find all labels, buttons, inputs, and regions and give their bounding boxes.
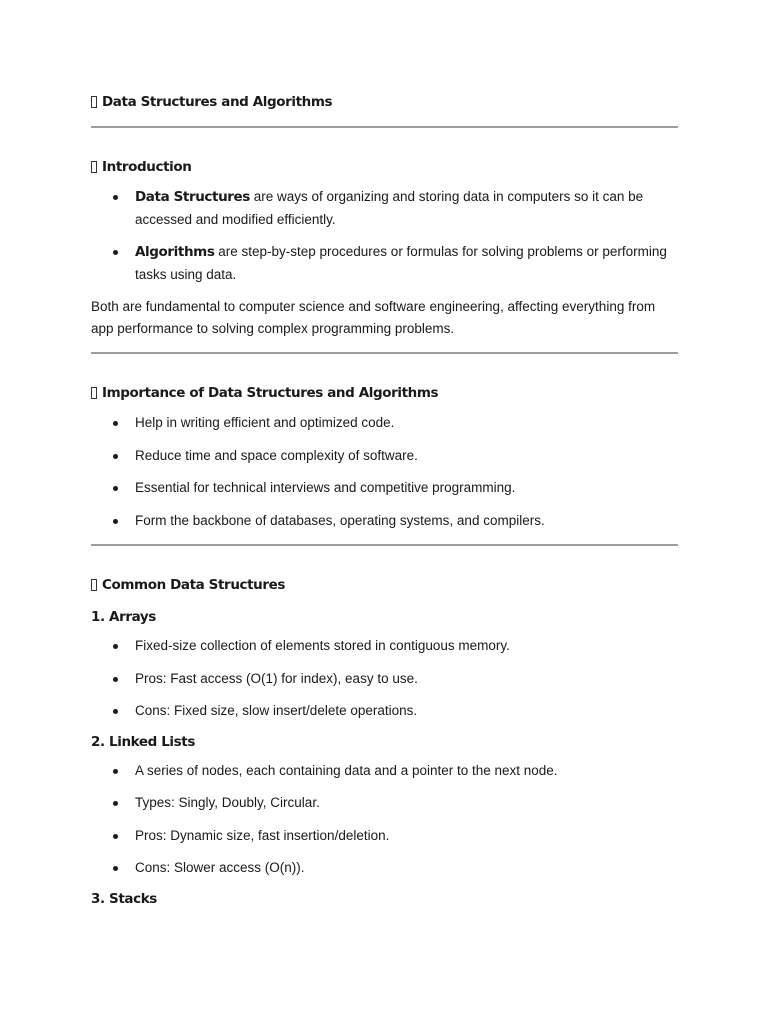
list-item-text: Pros: Dynamic size, fast insertion/deletion. xyxy=(135,827,390,843)
bullet-icon xyxy=(113,454,118,459)
bullet-icon xyxy=(113,801,118,806)
missing-glyph-icon xyxy=(91,96,97,108)
bullet-icon xyxy=(113,866,118,871)
missing-glyph-icon xyxy=(91,579,97,591)
list-item-text: Fixed-size collection of elements stored in contiguous memory. xyxy=(135,638,510,653)
bullet-icon xyxy=(113,421,118,426)
list-item xyxy=(91,445,678,467)
list-item-text: Form the backbone of databases, operating systems, and compilers. xyxy=(135,512,545,528)
term-description: are ways of organizing and storing data in computers so it can be accessed and modified efficiently. xyxy=(135,189,644,227)
missing-glyph-icon xyxy=(91,387,97,399)
bullet-icon xyxy=(113,519,118,524)
bullet-icon xyxy=(113,644,118,649)
list-item-text: Cons: Slower access (O(n)). xyxy=(135,860,305,875)
bullet-icon xyxy=(113,195,118,200)
document-page xyxy=(91,88,678,913)
term-description: are step-by-step procedures or formulas for solving problems or performing tasks using data. xyxy=(135,244,667,282)
section-heading-introduction xyxy=(91,153,678,181)
list-item xyxy=(91,241,678,285)
list-item xyxy=(91,857,678,879)
section-heading-text: Importance of Data Structures and Algorithms xyxy=(102,385,439,401)
term-label: Data Structures xyxy=(135,189,250,205)
list-item-text: A series of nodes, each containing data and a pointer to the next node. xyxy=(135,762,558,778)
list-item-text: Reduce time and space complexity of software. xyxy=(135,447,418,463)
list-item xyxy=(91,412,678,434)
bullet-icon xyxy=(113,709,118,714)
horizontal-rule xyxy=(91,544,678,546)
intro-paragraph: Both are fundamental to computer science and software engineering, affecting everything from app performance to solving complex programming problems. xyxy=(91,299,656,336)
horizontal-rule xyxy=(91,126,678,128)
intro-list xyxy=(91,186,678,285)
list-item-text: Pros: Fast access (O(1) for index), easy to use. xyxy=(135,670,418,686)
list-item-text: Cons: Fixed size, slow insert/delete operations. xyxy=(135,703,418,718)
section-heading-text: Common Data Structures xyxy=(102,577,286,593)
list-item xyxy=(91,668,678,690)
list-item xyxy=(91,635,678,657)
missing-glyph-icon xyxy=(91,161,97,173)
list-item xyxy=(91,825,678,847)
subheading-linked-lists: 2. Linked Lists xyxy=(91,733,195,750)
bullet-icon xyxy=(113,677,118,682)
list-item xyxy=(91,510,678,532)
section-heading-importance xyxy=(91,379,678,407)
section-heading-text: Introduction xyxy=(102,159,192,175)
subheading-stacks: 3. Stacks xyxy=(91,890,157,907)
list-item xyxy=(91,186,678,230)
list-item-text: Essential for technical interviews and competitive programming. xyxy=(135,480,516,495)
term-label: Algorithms xyxy=(135,244,215,260)
section-heading-common-data-structures xyxy=(91,571,678,599)
bullet-icon xyxy=(113,834,118,839)
list-item-text: Types: Singly, Doubly, Circular. xyxy=(135,795,320,810)
list-item xyxy=(91,760,678,782)
subheading-arrays: 1. Arrays xyxy=(91,609,156,625)
list-item-text: Help in writing efficient and optimized code. xyxy=(135,415,395,430)
document-title-text: Data Structures and Algorithms xyxy=(102,94,333,110)
list-item xyxy=(91,792,678,814)
bullet-icon xyxy=(113,250,118,255)
bullet-icon xyxy=(113,486,118,491)
horizontal-rule xyxy=(91,352,678,354)
linked-lists-list xyxy=(91,760,678,879)
document-title xyxy=(91,88,678,116)
list-item xyxy=(91,477,678,499)
arrays-list xyxy=(91,635,678,722)
list-item xyxy=(91,700,678,722)
bullet-icon xyxy=(113,769,118,774)
importance-list xyxy=(91,412,678,531)
